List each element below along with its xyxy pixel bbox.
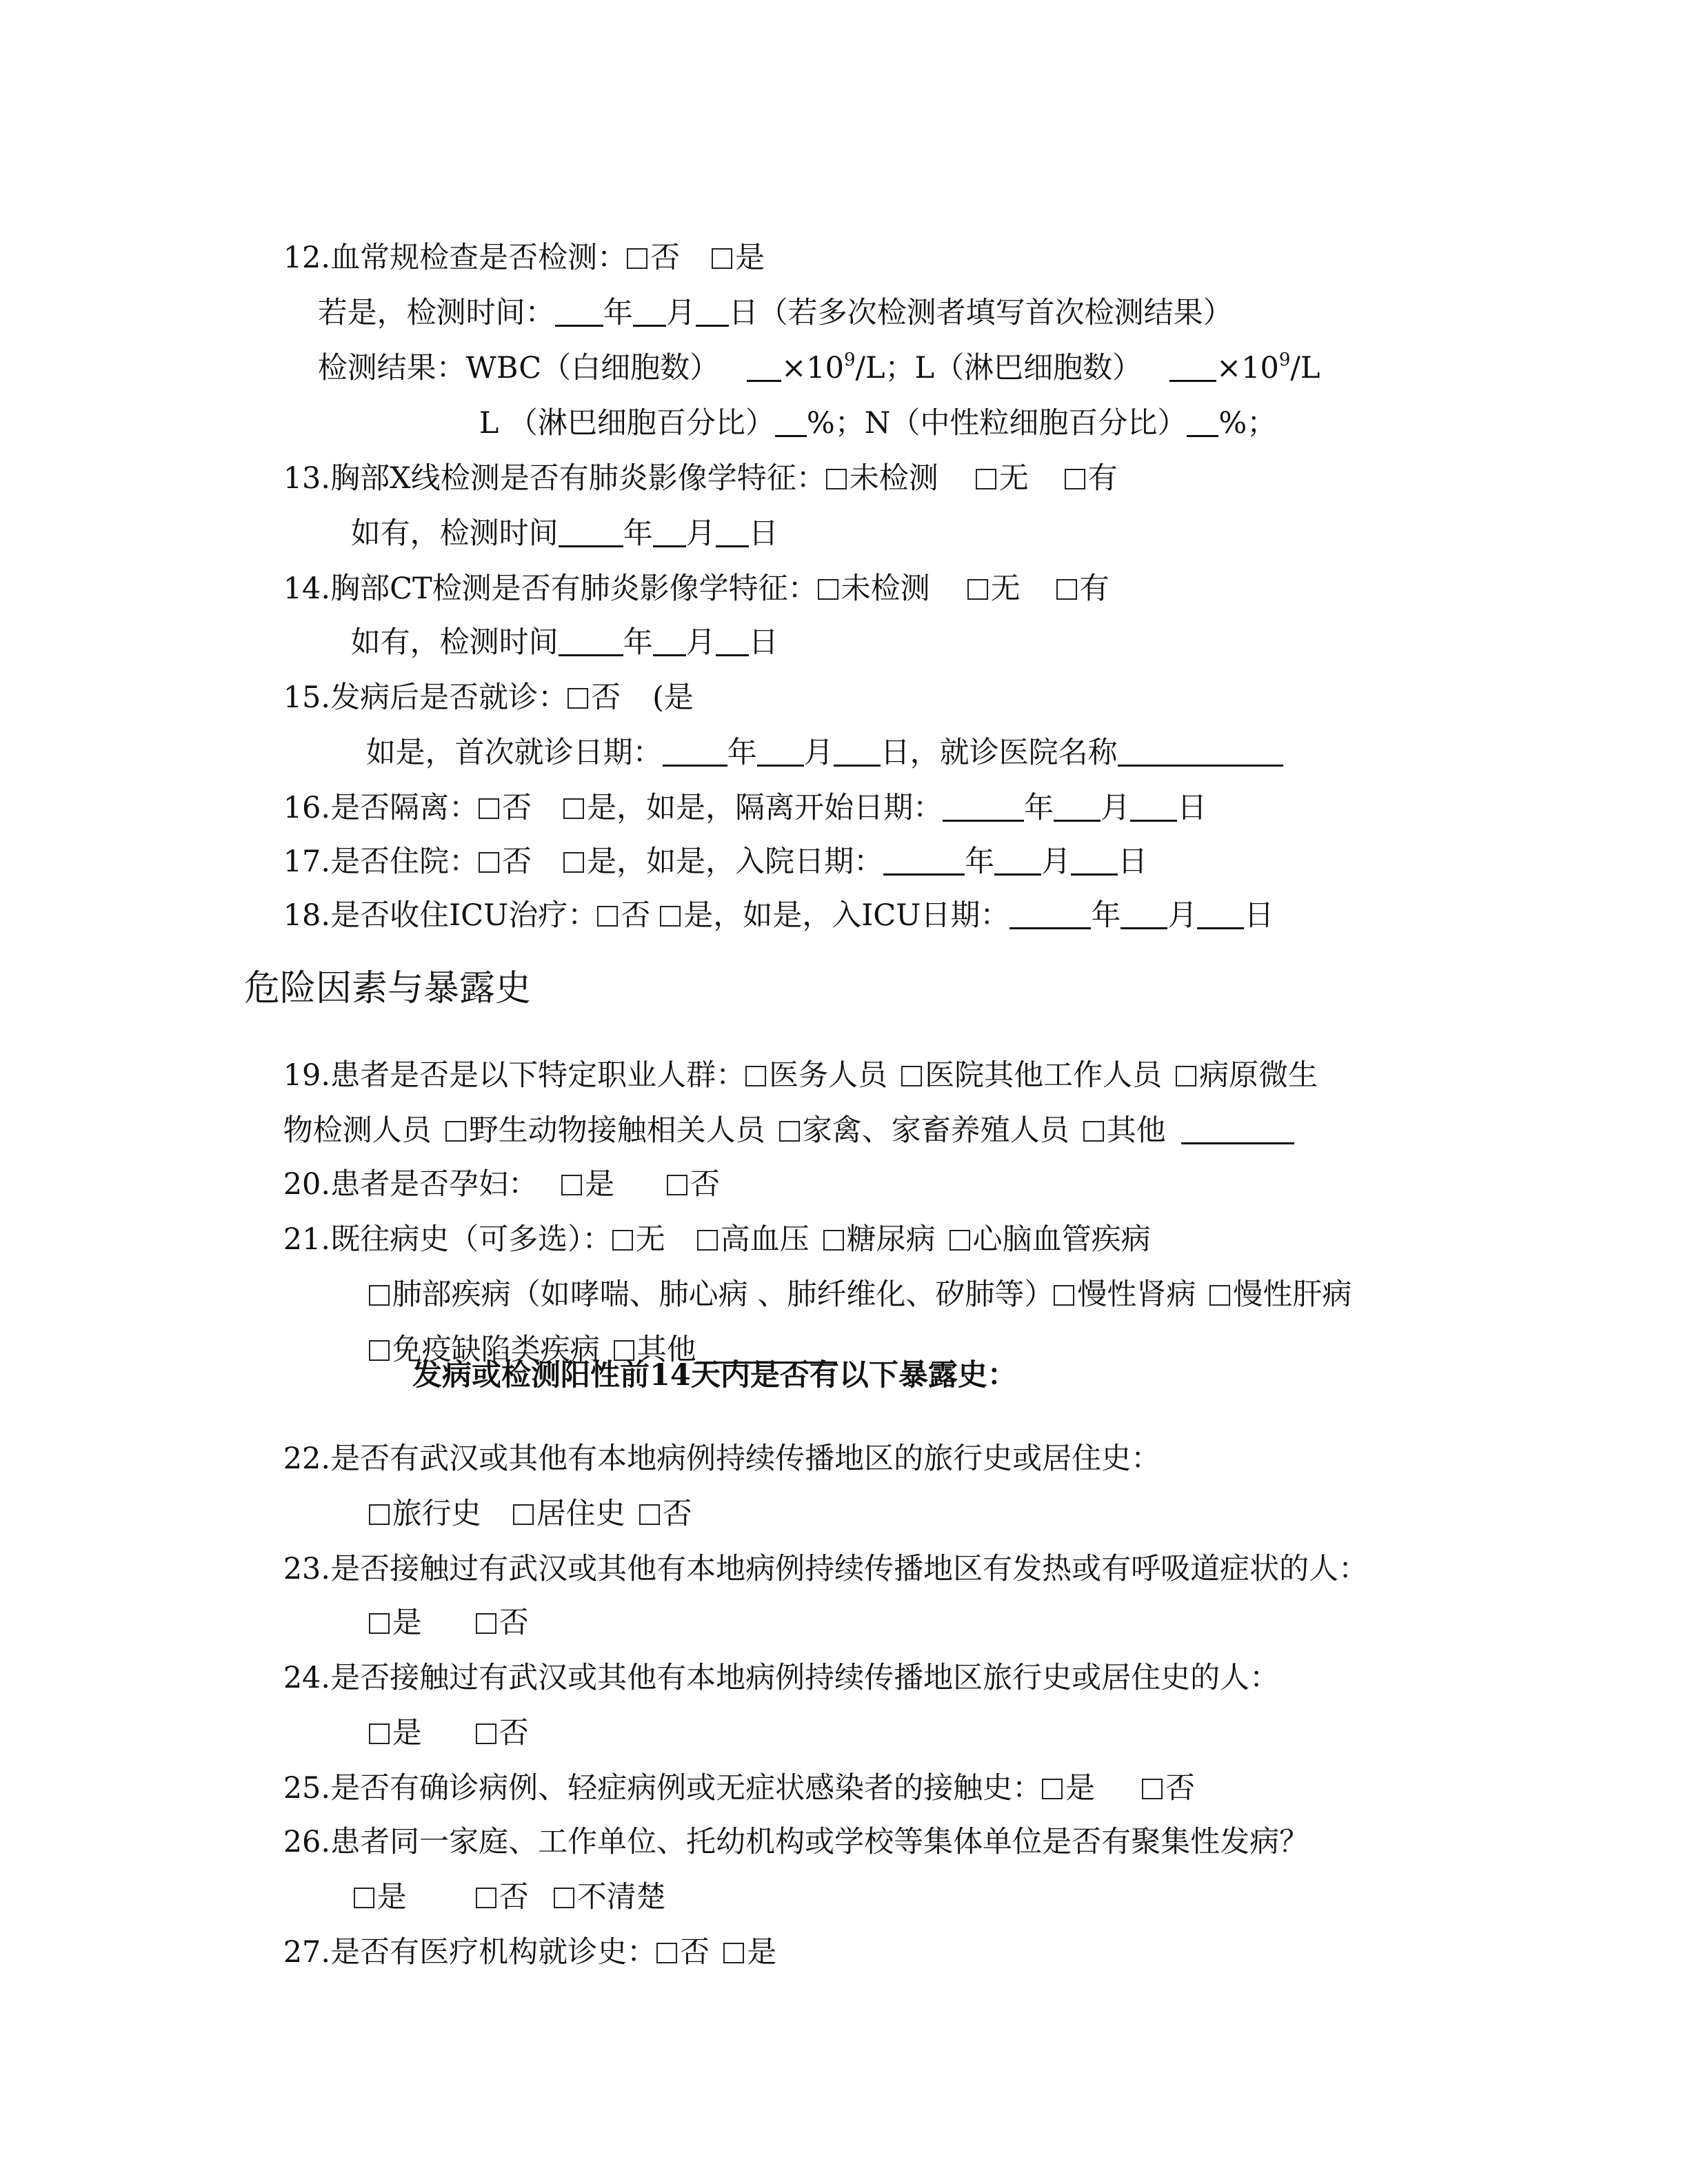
q21-lung-checkbox[interactable] (369, 1285, 390, 1306)
q12-no-checkbox[interactable] (627, 248, 647, 269)
q27-yes-label: 是 (747, 1935, 777, 1970)
q23-no-label: 否 (499, 1606, 529, 1640)
q14-none-checkbox[interactable] (967, 579, 988, 600)
q17-yes-label: 是，如是，入院日期： (587, 845, 884, 879)
q15-year-field[interactable] (663, 738, 727, 767)
unit-exponent: 9 (1278, 350, 1291, 370)
q15-yes-label: (是 (652, 680, 694, 715)
q20-no-label: 否 (690, 1167, 721, 1202)
pct-label: %； (1218, 406, 1277, 441)
q17-number: 17. (283, 845, 331, 879)
unit-label: ×10 (1216, 351, 1279, 385)
lymph-pct-label: L （淋巴细胞百分比） (479, 406, 775, 441)
year-label: 年 (623, 516, 653, 551)
year-label: 年 (623, 625, 653, 660)
year-label: 年 (1024, 791, 1054, 825)
unit-label: ×10 (781, 351, 844, 385)
q17-no-checkbox[interactable] (479, 852, 499, 873)
q27-line (245, 1908, 776, 1997)
q26-yes-label: 是 (376, 1880, 407, 1914)
q17-yes-checkbox[interactable] (563, 852, 584, 873)
q20-label: 患者是否孕妇： (330, 1167, 539, 1202)
q23-yes-checkbox[interactable] (369, 1613, 390, 1634)
q21-none-label: 无 (635, 1222, 665, 1257)
q19-hospital-staff-checkbox[interactable] (901, 1066, 922, 1086)
q26-label: 患者同一家庭、工作单位、托幼机构或学校等集体单位是否有聚集性发病？ (330, 1825, 1309, 1859)
q21-kidney-label: 慢性肾病 (1077, 1277, 1196, 1312)
q13-yes-label: 有 (1087, 461, 1118, 496)
unit-exponent: 9 (843, 350, 856, 370)
q15-date-label: 如是，首次就诊日期： (365, 736, 663, 770)
q23-label: 是否接触过有武汉或其他有本地病例持续传播地区有发热或有呼吸道症状的人： (330, 1552, 1369, 1586)
q19-wildlife-checkbox[interactable] (445, 1121, 466, 1142)
q21-cardio-label: 心脑血管疾病 (972, 1222, 1151, 1257)
q16-no-checkbox[interactable] (479, 798, 499, 819)
day-label: 日 (728, 296, 758, 330)
q19-lab-label-cont: 物检测人员 (283, 1113, 432, 1148)
q21-lung-label: 肺部疾病（如哮喘、肺心病 、肺纤维化、矽肺等） (392, 1277, 1054, 1312)
wbc-field[interactable] (747, 354, 781, 382)
q22-no-checkbox[interactable] (639, 1504, 660, 1525)
q19-lab-label: 病原微生 (1199, 1058, 1318, 1093)
year-label: 年 (965, 845, 995, 879)
q13-untested-label: 未检测 (849, 461, 938, 496)
q19-medical-label: 医务人员 (769, 1058, 888, 1093)
q25-yes-checkbox[interactable] (1042, 1779, 1063, 1799)
q15-no-checkbox[interactable] (567, 688, 588, 709)
q26-unclear-label: 不清楚 (576, 1880, 666, 1914)
q14-untested-label: 未检测 (841, 572, 930, 606)
q19-poultry-label: 家禽、家畜养殖人员 (802, 1113, 1069, 1148)
q21-other-label: 其他 (636, 1333, 696, 1367)
year-label: 年 (727, 736, 757, 770)
month-label: 月 (803, 736, 834, 770)
day-label: 日 (1118, 845, 1148, 879)
q22-no-label: 否 (662, 1497, 692, 1531)
q16-number: 16. (283, 791, 331, 825)
q25-label: 是否有确诊病例、轻症病例或无症状感染者的接触史： (330, 1771, 1043, 1806)
q25-no-checkbox[interactable] (1142, 1779, 1163, 1799)
q13-label: 胸部X线检测是否有肺炎影像学特征： (330, 461, 826, 496)
neut-pct-label: N（中性粒细胞百分比） (864, 406, 1187, 441)
q21-label: 既往病史（可多选）： (330, 1222, 612, 1257)
q18-number: 18. (283, 898, 331, 933)
q19-label: 患者是否是以下特定职业人群： (330, 1058, 746, 1093)
month-label: 月 (685, 625, 716, 660)
q15-month-field[interactable] (757, 738, 804, 767)
q13-none-checkbox[interactable] (976, 469, 996, 489)
q14-none-label: 无 (990, 572, 1021, 606)
q18-month-field[interactable] (1121, 901, 1167, 929)
month-label: 月 (1041, 845, 1072, 879)
q13-yes-checkbox[interactable] (1065, 469, 1085, 489)
q16-label: 是否隔离： (330, 791, 479, 825)
q12-number: 12. (283, 241, 331, 275)
q25-yes-label: 是 (1065, 1771, 1096, 1806)
q27-no-checkbox[interactable] (656, 1943, 677, 1963)
q21-diabetes-label: 糖尿病 (846, 1222, 936, 1257)
month-label: 月 (665, 296, 696, 330)
q26-yes-checkbox[interactable] (354, 1888, 374, 1908)
q13-month-field[interactable] (653, 519, 686, 547)
q13-time-label: 如有，检测时间 (350, 516, 559, 551)
q24-no-checkbox[interactable] (476, 1723, 496, 1744)
q18-year-field[interactable] (1009, 901, 1091, 929)
lymph-count-field[interactable] (1169, 354, 1216, 382)
lymph-pct-field[interactable] (775, 409, 807, 437)
month-label: 月 (1101, 791, 1131, 825)
q18-yes-label: 是，如是，入ICU日期： (683, 898, 1010, 933)
q14-yes-checkbox[interactable] (1056, 579, 1077, 600)
q24-yes-checkbox[interactable] (369, 1723, 390, 1744)
q12-no-label: 否 (650, 241, 681, 275)
neut-pct-field[interactable] (1187, 409, 1218, 437)
q22-live-label: 居住史 (536, 1497, 625, 1531)
q21-kidney-checkbox[interactable] (1054, 1285, 1074, 1306)
q24-no-label: 否 (499, 1716, 529, 1750)
month-label: 月 (1167, 898, 1198, 933)
q22-travel-checkbox[interactable] (369, 1504, 390, 1525)
q25-number: 25. (283, 1771, 331, 1806)
q18-yes-checkbox[interactable] (660, 906, 681, 927)
q19-number: 19. (283, 1058, 331, 1093)
month-label: 月 (685, 516, 716, 551)
q16-yes-checkbox[interactable] (563, 798, 584, 819)
q22-travel-label: 旅行史 (392, 1497, 481, 1531)
q13-year-field[interactable] (559, 519, 623, 547)
q21-hbp-checkbox[interactable] (697, 1230, 718, 1251)
q27-yes-checkbox[interactable] (723, 1943, 744, 1963)
q19-other-field[interactable] (1181, 1116, 1294, 1144)
q15-number: 15. (283, 680, 331, 715)
q15-label: 发病后是否就诊： (330, 680, 568, 715)
q21-diabetes-checkbox[interactable] (823, 1230, 844, 1251)
q15-hospital-label: 日，就诊医院名称 (880, 736, 1118, 770)
q12-label: 血常规检查是否检测： (330, 241, 627, 275)
q12-month-field[interactable] (633, 299, 666, 327)
q26-no-label: 否 (499, 1880, 529, 1914)
q14-month-field[interactable] (653, 628, 686, 656)
q14-label: 胸部CT检测是否有肺炎影像学特征： (330, 572, 818, 606)
q23-number: 23. (283, 1552, 331, 1586)
q13-day-field[interactable] (716, 519, 749, 547)
q12-yes-label: 是 (735, 241, 765, 275)
q19-other-checkbox[interactable] (1083, 1121, 1104, 1142)
unit-suffix: /L； (855, 351, 915, 385)
q23-yes-label: 是 (392, 1606, 422, 1640)
q14-yes-label: 有 (1079, 572, 1109, 606)
day-label: 日 (748, 625, 778, 660)
q15-hospital-field[interactable] (1118, 738, 1283, 767)
q14-number: 14. (283, 572, 331, 606)
q21-immune-label: 免疫缺陷类疾病 (392, 1333, 600, 1367)
q21-none-checkbox[interactable] (612, 1230, 633, 1251)
q25-no-label: 否 (1165, 1771, 1196, 1806)
q20-yes-checkbox[interactable] (561, 1175, 582, 1195)
q22-number: 22. (283, 1442, 331, 1476)
unit-suffix: /L (1290, 351, 1320, 385)
lymph-count-label: L（淋巴细胞数） (914, 351, 1143, 385)
q21-hbp-label: 高血压 (720, 1222, 810, 1257)
q19-medical-checkbox[interactable] (745, 1066, 766, 1086)
q19-lab-checkbox[interactable] (1176, 1066, 1196, 1086)
q19-wildlife-label: 野生动物接触相关人员 (468, 1113, 765, 1148)
q21-liver-label: 慢性肝病 (1233, 1277, 1352, 1312)
q20-yes-label: 是 (585, 1167, 615, 1202)
q19-poultry-checkbox[interactable] (779, 1121, 800, 1142)
q21-cardio-checkbox[interactable] (950, 1230, 970, 1251)
q18-day-field[interactable] (1197, 901, 1244, 929)
q20-number: 20. (283, 1167, 331, 1202)
q15-no-label: 否 (591, 680, 621, 715)
q19-hospital-staff-label: 医院其他工作人员 (925, 1058, 1163, 1093)
q27-no-label: 否 (680, 1935, 710, 1970)
q24-yes-label: 是 (392, 1716, 422, 1750)
q12-time-label: 若是，检测时间： (317, 296, 555, 330)
q13-untested-checkbox[interactable] (826, 469, 847, 489)
q22-label: 是否有武汉或其他有本地病例持续传播地区的旅行史或居住史： (330, 1442, 1161, 1476)
q12-day-field[interactable] (696, 299, 729, 327)
q14-untested-checkbox[interactable] (818, 579, 838, 600)
q22-live-checkbox[interactable] (513, 1504, 534, 1525)
q16-no-label: 否 (502, 791, 532, 825)
q26-number: 26. (283, 1825, 331, 1859)
q17-label: 是否住院： (330, 845, 479, 879)
q16-yes-label: 是，如是，隔离开始日期： (587, 791, 943, 825)
exposure-subheading: 发病或检测阳性前14天内是否有以下暴露史： (412, 1358, 1017, 1393)
section-title: 危险因素与暴露史 (244, 968, 532, 1009)
q23-no-checkbox[interactable] (476, 1613, 496, 1634)
q21-number: 21. (283, 1222, 331, 1257)
q18-line (245, 871, 1274, 960)
q18-no-label: 否 (621, 898, 651, 933)
q12-year-field[interactable] (555, 299, 603, 327)
q15-day-field[interactable] (834, 738, 881, 767)
q21-immune-checkbox[interactable] (369, 1340, 390, 1361)
q20-no-checkbox[interactable] (667, 1175, 687, 1195)
q27-label: 是否有医疗机构就诊史： (330, 1935, 657, 1970)
q14-year-field[interactable] (559, 628, 623, 656)
q14-time-label: 如有，检测时间 (350, 625, 559, 660)
q26-no-checkbox[interactable] (476, 1888, 496, 1908)
day-label: 日 (1177, 791, 1207, 825)
q17-no-label: 否 (502, 845, 532, 879)
q13-number: 13. (283, 461, 331, 496)
q24-label: 是否接触过有武汉或其他有本地病例持续传播地区旅行史或居住史的人： (330, 1661, 1280, 1695)
year-label: 年 (603, 296, 633, 330)
q24-number: 24. (283, 1661, 331, 1695)
q18-label: 是否收住ICU治疗： (330, 898, 598, 933)
q19-other-label: 其他 (1106, 1113, 1166, 1148)
q27-number: 27. (283, 1935, 331, 1970)
q14-day-field[interactable] (716, 628, 749, 656)
q12-time-note: （若多次检测者填写首次检测结果） (758, 296, 1233, 330)
year-label: 年 (1091, 898, 1121, 933)
q12-yes-checkbox[interactable] (712, 248, 732, 269)
q21-liver-checkbox[interactable] (1209, 1285, 1230, 1306)
day-label: 日 (1244, 898, 1274, 933)
q26-unclear-checkbox[interactable] (554, 1888, 574, 1908)
q12-result-label: 检测结果：WBC（白细胞数） (317, 351, 720, 385)
q18-no-checkbox[interactable] (597, 906, 618, 927)
day-label: 日 (748, 516, 778, 551)
q13-none-label: 无 (998, 461, 1029, 496)
pct-label: %； (806, 406, 865, 441)
